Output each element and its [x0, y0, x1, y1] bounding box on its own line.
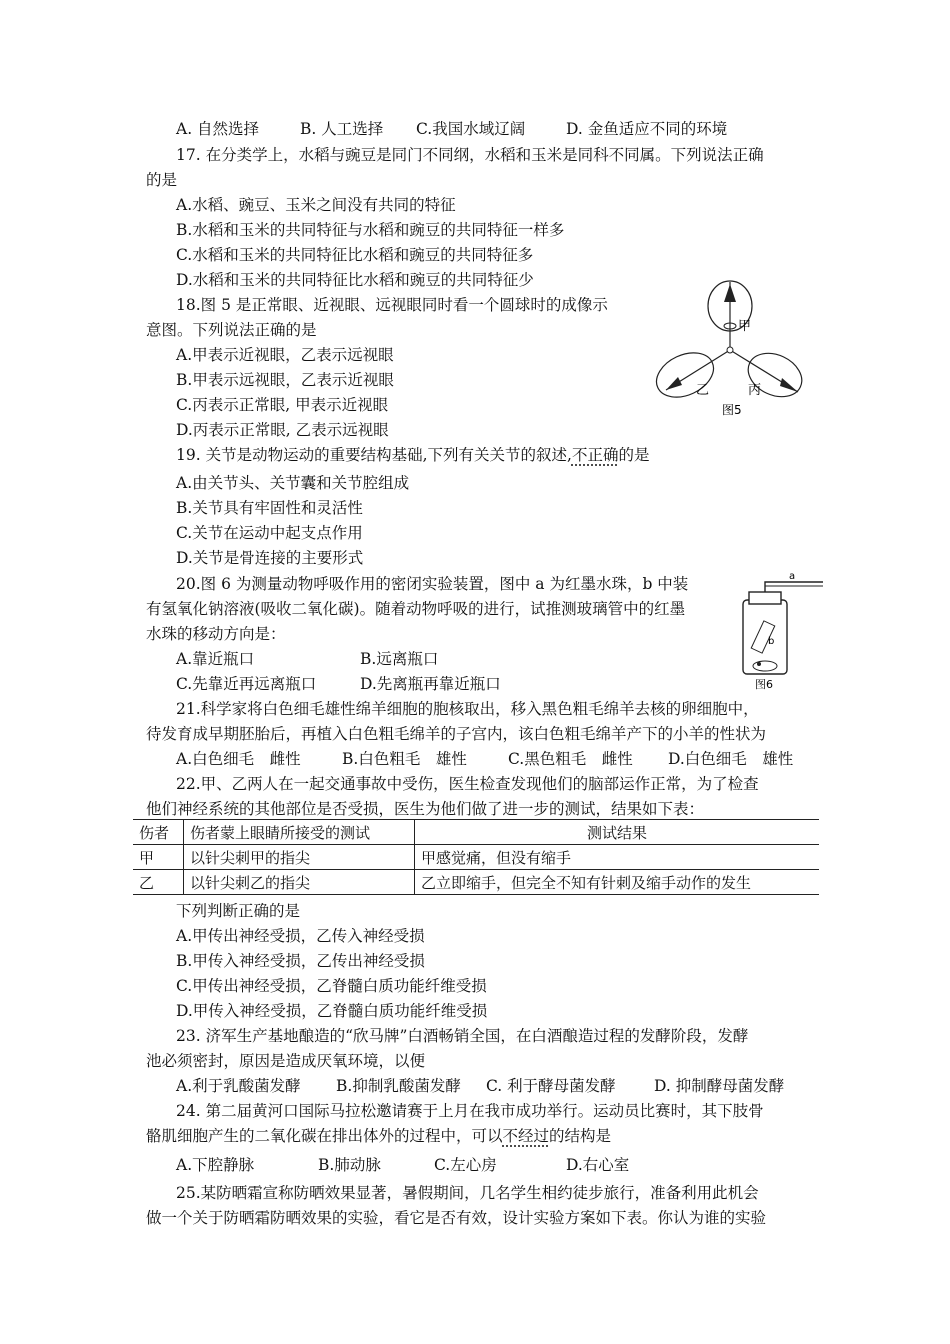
label-a: a: [789, 572, 796, 582]
q23-stem-cont: 池必须密封，原因是造成厌氧环境，以便: [146, 1052, 426, 1070]
q20-options-row1: [176, 649, 438, 669]
label-yi: 乙: [696, 383, 710, 398]
q23-options: [176, 1076, 784, 1096]
option: D.关节是骨连接的主要形式: [176, 549, 364, 567]
option: C.水稻和玉米的共同特征比水稻和豌豆的共同特征多: [176, 246, 534, 264]
option: D.丙表示正常眼, 乙表示远视眼: [176, 421, 389, 439]
option: B.关节具有牢固性和灵活性: [176, 499, 363, 517]
option: C.黑色粗毛 雌性: [508, 750, 633, 768]
table-cell: 以针尖刺甲的指尖: [184, 845, 415, 870]
q21-stem-cont: 待发育成早期胚胎后，再植入白色粗毛绵羊的子宫内，该白色粗毛绵羊产下的小羊的性状为: [146, 725, 767, 743]
table-cell: 乙: [133, 870, 184, 895]
figure-6-apparatus: [735, 572, 825, 692]
q23-stem: 23. 济军生产基地酿造的“欣马牌”白酒畅销全国，在白酒酿造过程的发酵阶段，发酵: [176, 1027, 749, 1045]
table-cell: 甲感觉痛，但没有缩手: [415, 845, 820, 870]
table-row: [133, 870, 819, 895]
q21-stem: 21.科学家将白色细毛雄性绵羊细胞的胞核取出，移入黑色粗毛绵羊去核的卵细胞中，: [176, 700, 759, 718]
option: B.甲表示远视眼，乙表示近视眼: [176, 371, 394, 389]
option: A.下腔静脉: [176, 1156, 255, 1174]
q19-emphasis: [572, 446, 619, 464]
q25-stem: 25.某防晒霜宣称防晒效果显著，暑假期间，几名学生相约徒步旅行，准备利用此机会: [176, 1184, 759, 1202]
q25-stem-cont: 做一个关于防晒霜防晒效果的实验，看它是否有效，设计实验方案如下表。你认为谁的实验: [146, 1209, 767, 1227]
option: A. 自然选择: [176, 120, 260, 138]
q20-options-row2: [176, 674, 501, 694]
option: A.水稻、豌豆、玉米之间没有共同的特征: [176, 196, 456, 214]
option: C.甲传出神经受损，乙脊髓白质功能纤维受损: [176, 977, 487, 995]
table-header: 测试结果: [415, 820, 820, 845]
q19-emphasis-text: 不正确: [571, 446, 619, 464]
option: D.白色细毛 雄性: [668, 750, 794, 768]
figure-caption: 图6: [755, 678, 773, 691]
q17-stem: 17. 在分类学上，水稻与豌豆是同门不同纲，水稻和玉米是同科不同属。下列说法正确: [176, 146, 764, 164]
option: D. 抑制酵母菌发酵: [654, 1077, 785, 1095]
option: D.甲传入神经受损，乙脊髓白质功能纤维受损: [176, 1002, 488, 1020]
option: D.右心室: [566, 1156, 630, 1174]
q22-stem-cont: 他们神经系统的其他部位是否受损，医生为他们做了进一步的测试，结果如下表：: [146, 800, 705, 818]
option: D.水稻和玉米的共同特征比水稻和豌豆的共同特征少: [176, 271, 534, 289]
q22-table: [133, 819, 819, 895]
q18-stem-cont: 意图。下列说法正确的是: [146, 321, 317, 339]
table-row: [133, 845, 819, 870]
q19-stem-pre: 19. 关节是动物运动的重要结构基础,下列有关关节的叙述,: [176, 446, 572, 464]
option: A.靠近瓶口: [176, 650, 255, 668]
table-cell: 以针尖刺乙的指尖: [184, 870, 415, 895]
label-jia: 甲: [738, 319, 752, 334]
option: C.我国水域辽阔: [416, 120, 526, 138]
q19-stem-post: 的是: [618, 446, 650, 464]
option: B.抑制乳酸菌发酵: [336, 1077, 461, 1095]
q22-stem: 22.甲、乙两人在一起交通事故中受伤，医生检查发现他们的脑部运作正常，为了检查: [176, 775, 759, 793]
option: C.先靠近再远离瓶口: [176, 675, 317, 693]
q18-stem: 18.图 5 是正常眼、近视眼、远视眼同时看一个圆球时的成像示: [176, 296, 608, 314]
q24-stem: 24. 第二届黄河口国际马拉松邀请赛于上月在我市成功举行。运动员比赛时，其下肢骨: [176, 1102, 764, 1120]
table-header: 伤者: [133, 820, 184, 845]
q22-prompt: 下列判断正确的是: [176, 902, 301, 920]
q20-stem-cont: 有氢氧化钠溶液(吸收二氧化碳)。随着动物呼吸的进行，试推测玻璃管中的红墨: [146, 600, 686, 618]
table-cell: 甲: [133, 845, 184, 870]
table-header-row: [133, 820, 819, 845]
option: C. 利于酵母菌发酵: [486, 1077, 616, 1095]
option: D.先离瓶再靠近瓶口: [360, 675, 501, 693]
label-b: b: [768, 636, 775, 647]
option: A.白色细毛 雌性: [176, 750, 301, 768]
option: B. 人工选择: [300, 120, 384, 138]
q20-stem-cont: 水珠的移动方向是：: [146, 625, 286, 643]
q19-stem: [176, 445, 649, 465]
q24-stem-pre: 骼肌细胞产生的二氧化碳在排出体外的过程中，可以: [146, 1127, 503, 1145]
q24-emphasis: 不经过: [502, 1127, 550, 1145]
option: D. 金鱼适应不同的环境: [566, 120, 728, 138]
q17-stem-cont: 的是: [146, 171, 178, 189]
q20-stem: 20.图 6 为测量动物呼吸作用的密闭实验装置，图中 a 为红墨水珠，b 中装: [176, 575, 689, 593]
option: A.由关节头、关节囊和关节腔组成: [176, 474, 410, 492]
q24-stem-post: 的结构是: [549, 1127, 612, 1145]
option: B.肺动脉: [318, 1156, 381, 1174]
table-cell: 乙立即缩手，但完全不知有针刺及缩手动作的发生: [415, 870, 820, 895]
table-header: 伤者蒙上眼睛所接受的测试: [184, 820, 415, 845]
option: B.甲传入神经受损，乙传出神经受损: [176, 952, 425, 970]
q21-options: [176, 749, 793, 769]
option: B.水稻和玉米的共同特征与水稻和豌豆的共同特征一样多: [176, 221, 565, 239]
figure-5-eye-diagram: [650, 280, 810, 420]
option: A.利于乳酸菌发酵: [176, 1077, 301, 1095]
option: B.白色粗毛 雄性: [342, 750, 467, 768]
q24-stem-cont: [146, 1126, 611, 1146]
label-bing: 丙: [748, 383, 762, 398]
q24-options: [176, 1155, 629, 1175]
option: C.关节在运动中起支点作用: [176, 524, 363, 542]
option: A.甲传出神经受损，乙传入神经受损: [176, 927, 425, 945]
option: A.甲表示近视眼，乙表示远视眼: [176, 346, 394, 364]
figure-caption: 图5: [722, 403, 742, 417]
q16-options: [176, 119, 727, 139]
option: C.丙表示正常眼, 甲表示近视眼: [176, 396, 389, 414]
option: B.远离瓶口: [360, 650, 439, 668]
option: C.左心房: [434, 1156, 497, 1174]
